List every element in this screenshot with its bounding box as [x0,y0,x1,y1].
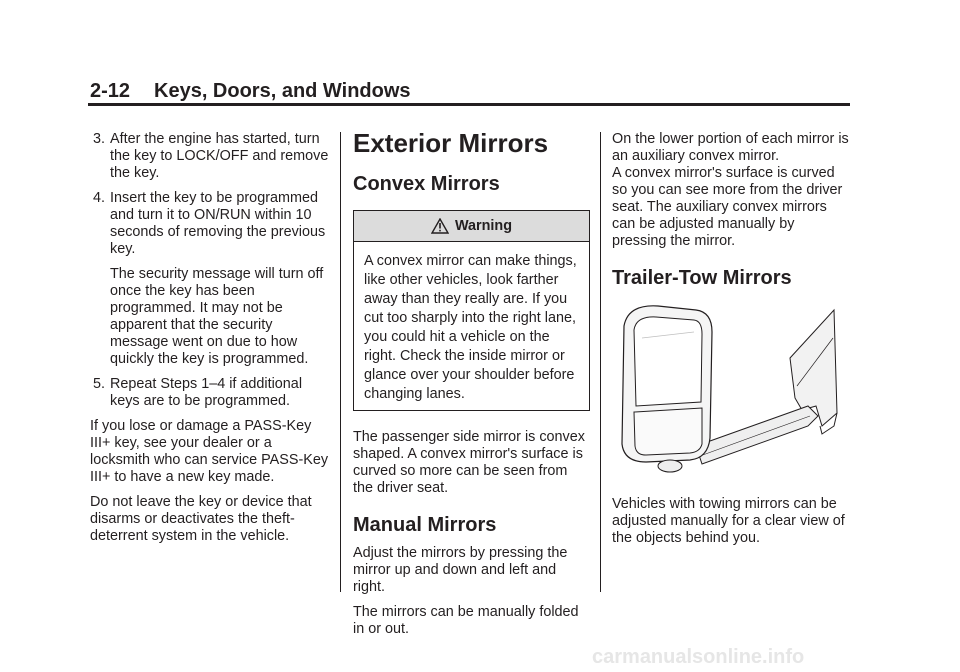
warning-box [353,210,590,411]
list-text: After the engine has started, turn the key to LOCK/OFF and remove the key. [110,131,329,181]
warning-title: Warning [454,217,513,234]
watermark: carmanualsonline.info [592,646,805,668]
middle-column [353,128,590,646]
paragraph-dont-leave-key: Do not leave the key or device that disarms or deactivates the theft-deterrent system in the vehicle. [90,494,312,544]
column-divider-right [600,132,601,592]
paragraph-aux-convex: A convex mirror's surface is curved so you can see more from the driver seat. The auxiliary convex mirrors can be adjusted manually by pressing the mirror. [612,165,843,249]
page-number: 2-12 [90,80,131,102]
list-item-3 [90,131,332,182]
paragraph-lost-key: If you lose or damage a PASS-Key III+ key, see your dealer or a locksmith who can service PASS-Key III+ to have a new key made. [90,418,329,485]
list-text: Insert the key to be programmed and turn it to ON/RUN within 10 seconds of removing the previous key. [110,190,326,257]
warning-text: A convex mirror can make things, like other vehicles, look farther away than they really are. If you cut too sharply into the right lane, you could hit a vehicle on the right. Check the inside mirror or glance over your shoulder before changing lanes. [364,253,577,402]
paragraph-adjust-mirrors: Adjust the mirrors by pressing the mirror up and down and left and right. [353,545,568,595]
list-number: 3. [93,131,106,147]
column-divider-left [340,132,341,592]
trailer-tow-mirror-illustration [612,298,842,476]
heading-exterior-mirrors: Exterior Mirrors [353,128,549,158]
section-title: Keys, Doors, and Windows [154,80,411,102]
list-item-5 [90,376,332,410]
warning-header [354,211,589,242]
list-number: 4. [93,190,106,206]
paragraph-fold-mirrors: The mirrors can be manually folded in or out. [353,604,579,637]
heading-manual-mirrors: Manual Mirrors [353,514,497,536]
list-item-4-note: The security message will turn off once the key has been programmed. It may not be apparent that the security message went on due to how quickly the key is programmed. [110,266,324,367]
list-text: Repeat Steps 1–4 if additional keys are to be programmed. [110,376,303,409]
list-item-4 [90,190,332,258]
left-column [90,131,332,553]
list-number: 5. [93,376,106,392]
paragraph-passenger-mirror: The passenger side mirror is convex shaped. A convex mirror's surface is curved so more can be seen from the driver seat. [353,429,585,496]
heading-convex-mirrors: Convex Mirrors [353,173,500,195]
paragraph-aux-mirror: On the lower portion of each mirror is an auxiliary convex mirror. [612,131,849,164]
page-header [90,80,411,103]
warning-triangle-icon [431,218,449,234]
right-column [612,131,852,290]
heading-trailer-tow-mirrors: Trailer-Tow Mirrors [612,267,792,289]
paragraph-towing-mirrors: Vehicles with towing mirrors can be adjusted manually for a clear view of the objects behind you. [612,496,845,546]
header-rule [88,103,850,106]
right-column-lower [612,496,852,555]
